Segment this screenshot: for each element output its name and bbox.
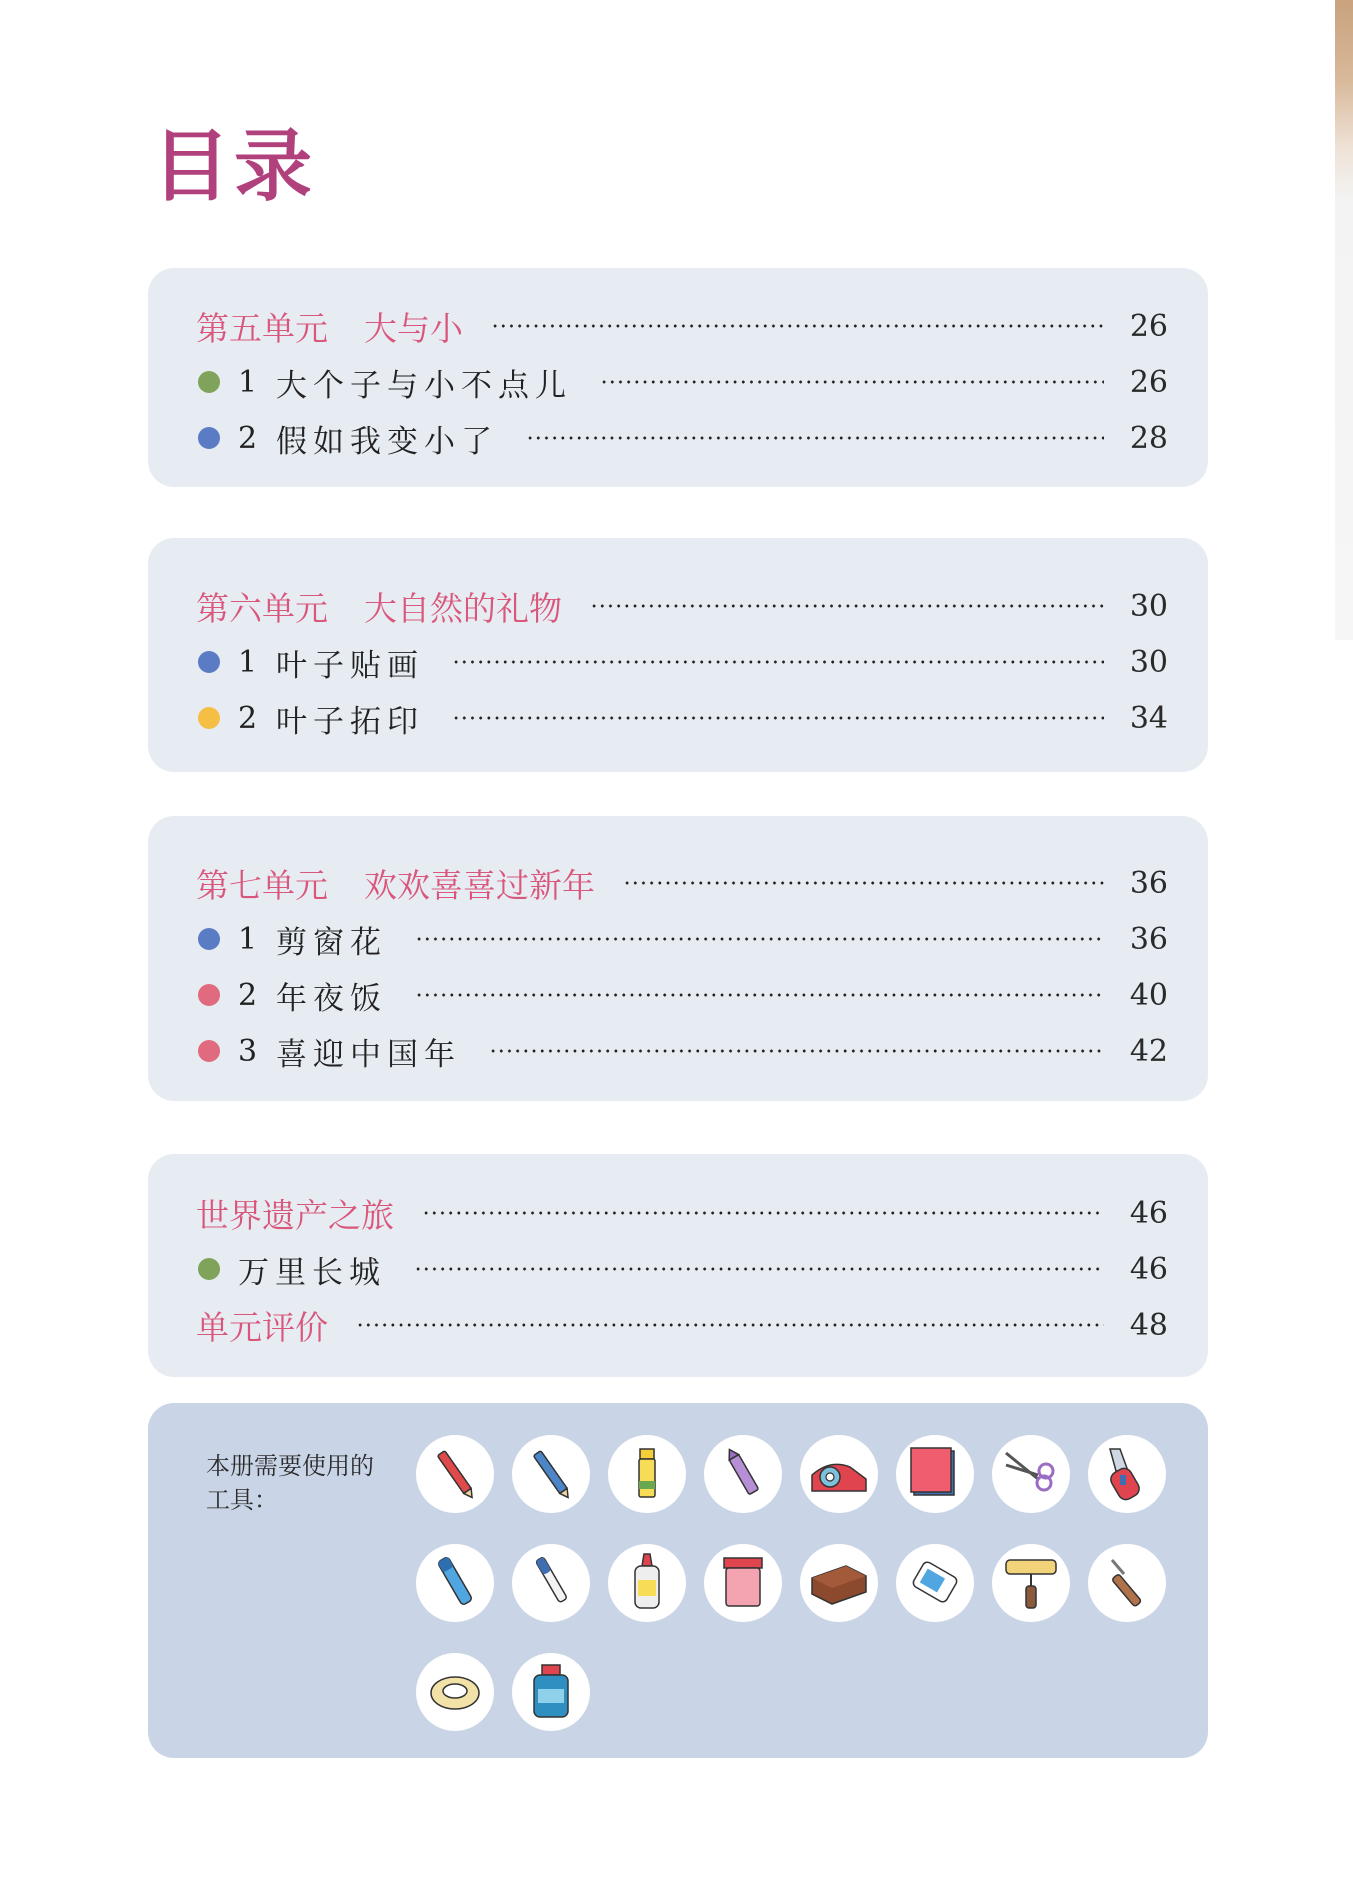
carving-tool-icon <box>1088 1544 1166 1622</box>
toc-page-number: 46 <box>1129 1251 1168 1287</box>
toc-unit-row[interactable] <box>148 1297 1208 1353</box>
toc-item-row[interactable] <box>148 1023 1208 1079</box>
toc-item-row[interactable] <box>148 634 1208 690</box>
dot-leader <box>590 599 1104 613</box>
toc-unit-row[interactable] <box>148 855 1208 911</box>
toc-section <box>148 538 1208 772</box>
toc-item-number: 3 <box>238 1033 258 1069</box>
paint-jar-icon <box>704 1544 782 1622</box>
blue-pencil-icon <box>512 1435 590 1513</box>
toc-item-number: 1 <box>238 644 258 680</box>
toc-section <box>148 268 1208 487</box>
bullet-dot-icon <box>198 651 220 673</box>
toc-item-number: 1 <box>238 364 258 400</box>
toc-unit-row[interactable] <box>148 298 1208 354</box>
bullet-dot-icon <box>198 427 220 449</box>
page-title: 目录 <box>152 121 317 212</box>
toc-item-number: 2 <box>238 977 258 1013</box>
toc-page-number: 48 <box>1129 1307 1168 1343</box>
toc-page-number: 30 <box>1129 644 1168 680</box>
toc-item-label: 喜迎中国年 <box>276 1036 461 1073</box>
dot-leader <box>623 876 1104 890</box>
blue-marker-icon <box>416 1544 494 1622</box>
dot-leader <box>452 655 1104 669</box>
toc-item-label: 假如我变小了 <box>276 423 498 460</box>
dot-leader <box>526 431 1104 445</box>
toc-unit-label: 第五单元 大与小 <box>196 308 463 348</box>
toc-item-label: 年夜饭 <box>276 980 387 1017</box>
toc-item-number: 2 <box>238 420 258 456</box>
toc-item-row[interactable] <box>148 967 1208 1023</box>
toc-page-number: 30 <box>1129 588 1168 624</box>
dot-leader <box>415 932 1104 946</box>
toc-page-number: 36 <box>1129 865 1168 901</box>
dot-leader <box>600 375 1104 389</box>
toc-item-number: 1 <box>238 921 258 957</box>
toc-unit-label: 单元评价 <box>196 1307 328 1347</box>
dot-leader <box>452 711 1104 725</box>
toc-unit-row[interactable] <box>148 578 1208 634</box>
bullet-dot-icon <box>198 928 220 950</box>
toc-item-row[interactable] <box>148 911 1208 967</box>
bullet-dot-icon <box>198 371 220 393</box>
clay-block-icon <box>800 1544 878 1622</box>
toc-page-number: 26 <box>1129 308 1168 344</box>
blue-pen-icon <box>512 1544 590 1622</box>
tape-roll-icon <box>416 1653 494 1731</box>
tools-panel <box>148 1403 1208 1758</box>
eraser-icon <box>896 1544 974 1622</box>
toc-item-label: 大个子与小不点儿 <box>276 367 572 404</box>
tape-dispenser-icon <box>800 1435 878 1513</box>
ink-bottle-icon <box>512 1653 590 1731</box>
toc-section <box>148 1154 1208 1377</box>
toc-page-number: 28 <box>1129 420 1168 456</box>
toc-section <box>148 816 1208 1101</box>
red-paper-icon <box>896 1435 974 1513</box>
toc-item-label: 叶子贴画 <box>276 647 424 684</box>
glue-stick-icon <box>608 1435 686 1513</box>
toc-unit-row[interactable] <box>148 1185 1208 1241</box>
toc-unit-label: 世界遗产之旅 <box>196 1195 394 1235</box>
toc-unit-label: 第六单元 大自然的礼物 <box>196 588 562 628</box>
bullet-dot-icon <box>198 1258 220 1280</box>
tools-label: 本册需要使用的工具： <box>206 1452 374 1514</box>
toc-item-label: 万里长城 <box>238 1254 386 1291</box>
toc-item-row[interactable] <box>148 354 1208 410</box>
bullet-dot-icon <box>198 1040 220 1062</box>
dot-leader <box>415 988 1104 1002</box>
bullet-dot-icon <box>198 707 220 729</box>
toc-page-number: 26 <box>1129 364 1168 400</box>
toc-page-number: 40 <box>1129 977 1168 1013</box>
toc-page-number: 34 <box>1129 700 1168 736</box>
page-edge-strip <box>1335 0 1353 640</box>
glue-bottle-icon <box>608 1544 686 1622</box>
toc-item-label: 剪窗花 <box>276 924 387 961</box>
toc-item-row[interactable] <box>148 690 1208 746</box>
dot-leader <box>422 1206 1104 1220</box>
dot-leader <box>489 1044 1104 1058</box>
scissors-icon <box>992 1435 1070 1513</box>
paint-roller-icon <box>992 1544 1070 1622</box>
toc-item-number: 2 <box>238 700 258 736</box>
toc-item-row[interactable] <box>148 410 1208 466</box>
red-pencil-icon <box>416 1435 494 1513</box>
utility-knife-icon <box>1088 1435 1166 1513</box>
bullet-dot-icon <box>198 984 220 1006</box>
purple-crayon-icon <box>704 1435 782 1513</box>
toc-item-label: 叶子拓印 <box>276 703 424 740</box>
dot-leader <box>491 319 1104 333</box>
toc-page-number: 36 <box>1129 921 1168 957</box>
toc-unit-label: 第七单元 欢欢喜喜过新年 <box>196 865 595 905</box>
toc-page-number: 46 <box>1129 1195 1168 1231</box>
dot-leader <box>356 1318 1104 1332</box>
toc-item-row[interactable] <box>148 1241 1208 1297</box>
toc-page-number: 42 <box>1129 1033 1168 1069</box>
dot-leader <box>414 1262 1104 1276</box>
